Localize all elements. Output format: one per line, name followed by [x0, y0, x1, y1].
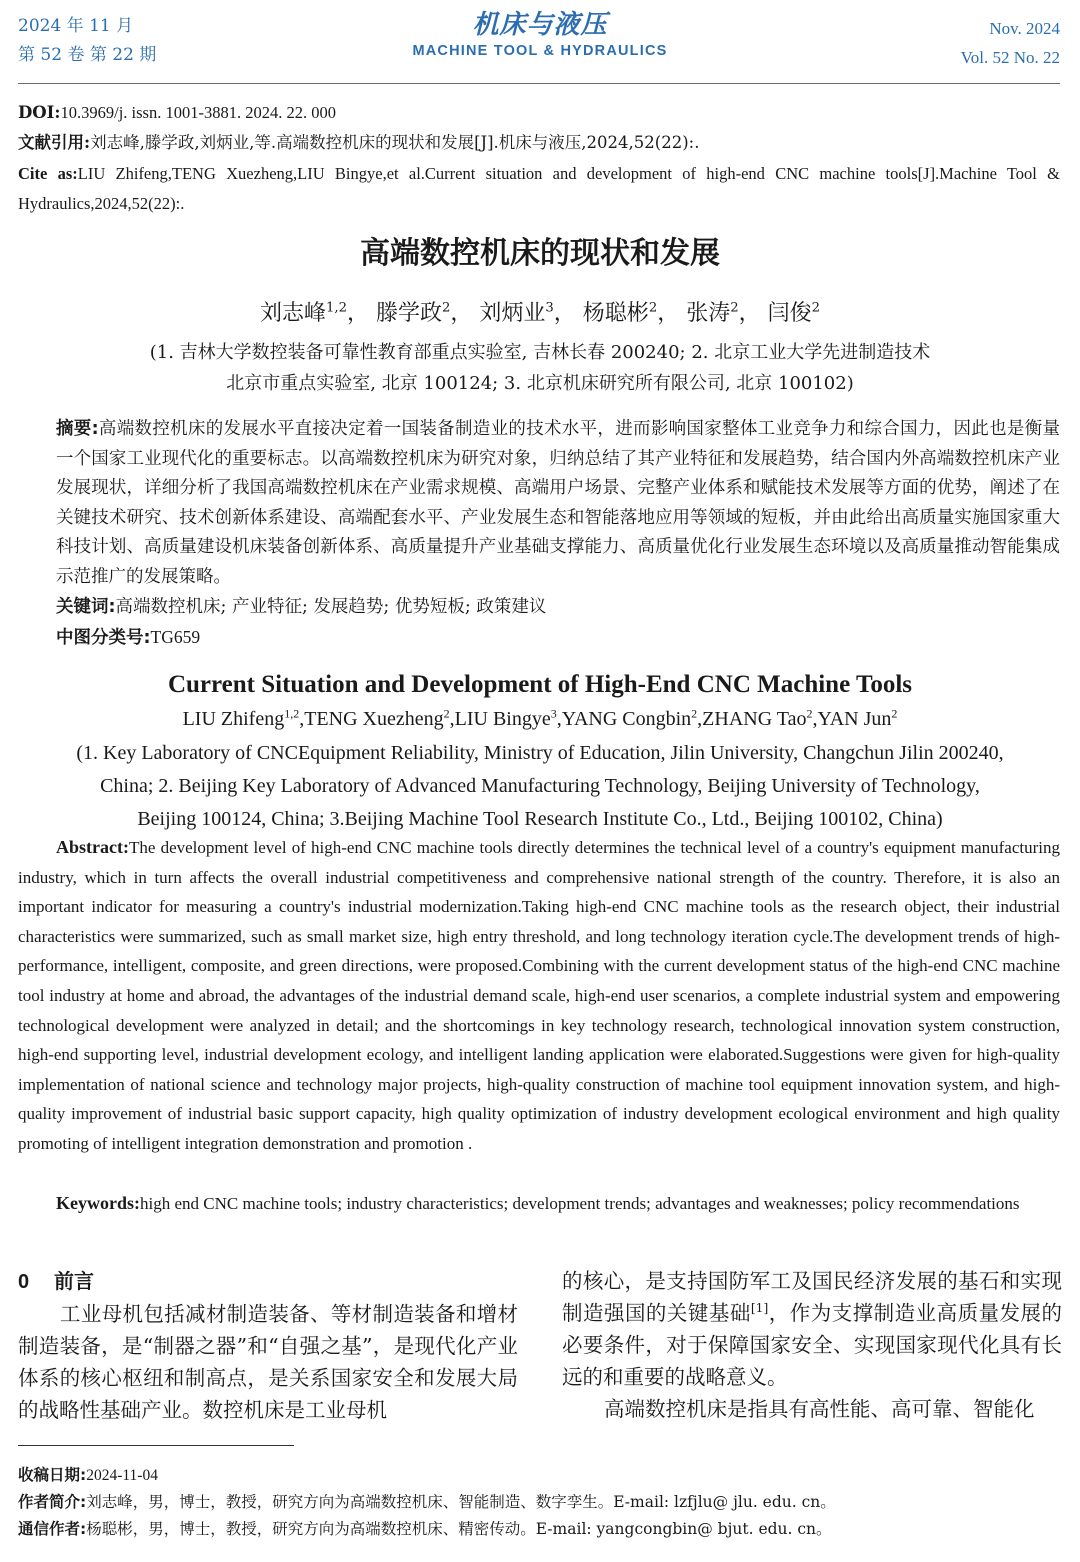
paper-title-cn: 高端数控机床的现状和发展	[360, 236, 720, 271]
body-column-right	[562, 1265, 1062, 1425]
author-name: TENG Xuezheng	[304, 708, 444, 730]
affiliation-line: China; 2. Beijing Key Laboratory of Advanced Manufacturing Technology, Beijing University of Technology,	[100, 775, 980, 797]
journal-name-en: MACHINE TOOL & HYDRAULICS	[412, 43, 668, 59]
keywords-en-text: high end CNC machine tools; industry characteristics; development trends; advantages and weaknesses; policy recommendations	[140, 1194, 1020, 1213]
author-name: 闫俊	[767, 301, 812, 326]
reference-citation[interactable]: [1]	[750, 1301, 769, 1316]
received-value: 2024-11-04	[86, 1467, 158, 1484]
affiliations-en	[30, 737, 1050, 836]
issue-date-en: Nov. 2024	[989, 19, 1060, 38]
author-name: 张涛	[686, 301, 731, 326]
author-name: ZHANG Tao	[702, 708, 807, 730]
journal-masthead	[0, 8, 1080, 60]
author-affil-mark: 2	[691, 706, 698, 721]
affiliation-line: (1. Key Laboratory of CNCEquipment Reliability, Ministry of Education, Jilin University, Changchun Jilin 200240,	[76, 742, 1004, 764]
author-name: 刘志峰	[259, 301, 326, 326]
abstract-en	[18, 833, 1060, 1159]
author-affil-mark: 1,2	[284, 706, 300, 721]
corresponding-author	[18, 1516, 1060, 1543]
section-number: 0	[18, 1271, 30, 1293]
citation-cn	[18, 128, 1060, 158]
received-label: 收稿日期:	[18, 1466, 87, 1484]
corresponding-text: 杨聪彬，男，博士，教授，研究方向为高端数控机床、精密传动。E-mail: yangcongbin@ bjut. edu. cn。	[86, 1520, 832, 1538]
section-title: 前言	[54, 1269, 94, 1293]
author-name: 杨聪彬	[582, 301, 649, 326]
author-affil-mark: 2	[443, 706, 450, 721]
author-bio-text: 刘志峰，男，博士，教授，研究方向为高端数控机床、智能制造、数字孪生。E-mail: lzfjlu@ jlu. edu. cn。	[86, 1493, 836, 1511]
author-affil-mark: 3	[550, 706, 557, 721]
author-name: YAN Jun	[817, 708, 892, 730]
author-name: 滕学政	[375, 301, 442, 326]
body-paragraph: 高端数控机床是指具有高性能、高可靠、智能化	[604, 1397, 1035, 1421]
volume-en: Vol. 52 No. 22	[960, 48, 1060, 67]
author-list-en: LIU Zhifeng$^{1,2}$,TENG Xuezheng$^2$,LIU Bingye$^3$,YANG Congbin$^2$,ZHANG Tao$^2$,YAN Jun$^2$	[182, 706, 898, 730]
abstract-cn-label: 摘要:	[56, 419, 99, 439]
citation-cn-text: 刘志峰,滕学政,刘炳业,等.高端数控机床的现状和发展[J].机床与液压,2024,52(22):.	[90, 133, 700, 152]
abstract-cn-text: 高端数控机床的发展水平直接决定着一国装备制造业的技术水平，进而影响国家整体工业竞争力和综合国力，因此也是衡量一个国家工业现代化的重要标志。以高端数控机床为研究对象，归纳总结了其产业特征和发展趋势，结合国内外高端数控机床产业发展现状，详细分析了我国高端数控机床在产业需求规模、高端用户场景、完整产业体系和赋能技术发展等方面的优势，阐述了在关键技术研究、技术创新体系建设、高端配套水平、产业发展生态和智能落地应用等领域的短板，并由此给出高质量实施国家重大科技计划、高质量建设机床装备创新体系、高质量提升产业基础支撑能力、高质量优化行业发展生态环境以及高质量推动智能集成示范推广的发展策略。	[56, 419, 1060, 587]
paper-title-en: Current Situation and Development of High-End CNC Machine Tools	[167, 671, 913, 698]
footnotes	[18, 1462, 1060, 1543]
footnote-divider	[18, 1445, 294, 1446]
body-text: ，作为支撑制造业高质量发展的必要条件，对于保障国家安全、实现国家现代化具有长远的和重要的战略意义。	[562, 1301, 1063, 1389]
issue-date-cn: 2024 年 11 月	[18, 16, 134, 36]
author-affil-mark: 2	[730, 300, 739, 316]
journal-name-cn: 机床与液压	[472, 10, 608, 40]
author-affil-mark: 3	[545, 300, 554, 316]
abstract-en-text: The development level of high-end CNC machine tools directly determines the technical level of a country's equipment manufacturing industry, which in turn affects the overall industrial competitiveness and comprehensive national strength of the country. Therefore, it is also an important indicator for measuring a country's industrial modernization.Taking high-end CNC machine tools as the research object, their industrial characteristics were summarized, such as small market size, high entry threshold, and long technology iteration cycle.The development trends of high-performance, intelligent, composite, and green directions, were proposed.Combining with the current development status of the high-end CNC machine tool industry at home and abroad, the advantages of the industrial demand scale, high-end user scenarios, a complete industrial system and empowering technological development were analyzed in detail; and the shortcomings in key technology research, technological innovation system construction, high-end supporting level, industrial development ecology, and intelligent landing application were elaborated.Suggestions were given for high-quality implementation of national science and technology major projects, high-quality construction of machine tool equipment innovation system, and high-quality improvement of industrial basic support capacity, high quality optimization of industry development ecological environment and high quality promoting of intelligent integration demonstration and promotion .	[18, 838, 1060, 1153]
affiliation-line: 北京市重点实验室, 北京 100124; 3. 北京机床研究所有限公司, 北京 100102)	[226, 373, 854, 394]
body-paragraph	[562, 1265, 1062, 1393]
author-name: YANG Congbin	[561, 708, 692, 730]
author-list-cn: 刘志峰$^{1,2}$， 滕学政$^2$， 刘炳业$^3$， 杨聪彬$^2$， 张涛$^2$， 闫俊$^2$	[259, 300, 821, 326]
author-name: LIU Bingye	[454, 708, 551, 730]
doi-value[interactable]: 10.3969/j. issn. 1001-3881. 2024. 22. 000	[60, 103, 336, 122]
abstract-en-label: Abstract:	[56, 837, 129, 857]
author-bio	[18, 1489, 1060, 1516]
affiliations-cn	[40, 337, 1040, 399]
body-paragraph: 工业母机包括减材制造装备、等材制造装备和增材制造装备，是“制器之器”和“自强之基”，是现代化产业体系的核心枢纽和制高点，是关系国家安全和发展大局的战略性基础产业。数控机床是工业母机	[18, 1302, 518, 1422]
author-affil-mark: 2	[811, 300, 821, 316]
header-right	[961, 14, 1060, 72]
doi-label: DOI:	[18, 103, 61, 122]
body-column-left	[18, 1265, 518, 1426]
author-affil-mark: 2	[442, 300, 451, 316]
author-affil-mark: 1,2	[326, 300, 347, 316]
keywords-en-label: Keywords:	[56, 1193, 140, 1213]
citation-en-label: Cite as:	[18, 164, 78, 183]
header-rule	[18, 83, 1060, 84]
keywords-cn	[56, 592, 1060, 622]
abstract-cn	[18, 415, 1060, 592]
volume-cn: 第 52 卷 第 22 期	[18, 45, 157, 65]
author-affil-mark: 2	[648, 300, 658, 316]
journal-header	[0, 0, 1080, 100]
corresponding-label: 通信作者:	[18, 1520, 87, 1538]
author-bio-label: 作者简介:	[18, 1493, 87, 1511]
affiliation-line: (1. 吉林大学数控装备可靠性教育部重点实验室, 吉林长春 200240; 2. 北京工业大学先进制造技术	[149, 342, 931, 363]
author-name: LIU Zhifeng	[182, 708, 285, 730]
classification	[56, 622, 1060, 653]
keywords-en	[18, 1189, 1060, 1219]
citation-en	[18, 159, 1060, 219]
keywords-cn-label: 关键词:	[56, 597, 116, 617]
author-name: 刘炳业	[479, 301, 546, 326]
received-date	[18, 1462, 1060, 1489]
author-affil-mark: 2	[891, 706, 898, 721]
classification-code: TG659	[150, 627, 201, 647]
classification-label: 中图分类号:	[56, 628, 151, 648]
author-affil-mark: 2	[806, 706, 813, 721]
citation-cn-label: 文献引用:	[18, 133, 91, 152]
body-text: 的核心，是支持国防军工及国民经济发展的基石和实现制造强国的关键基础	[562, 1269, 1062, 1325]
citation-en-text: LIU Zhifeng,TENG Xuezheng,LIU Bingye,et al.Current situation and development of high-end CNC machine tools[J].Machine Tool & Hydraulics,2024,52(22):.	[18, 164, 1060, 213]
doi-line	[18, 98, 1060, 128]
keywords-cn-text: 高端数控机床; 产业特征; 发展趋势; 优势短板; 政策建议	[115, 597, 547, 617]
affiliation-line: Beijing 100124, China; 3.Beijing Machine Tool Research Institute Co., Ltd., Beijing 100102, China)	[137, 808, 943, 830]
section-heading	[18, 1265, 518, 1298]
